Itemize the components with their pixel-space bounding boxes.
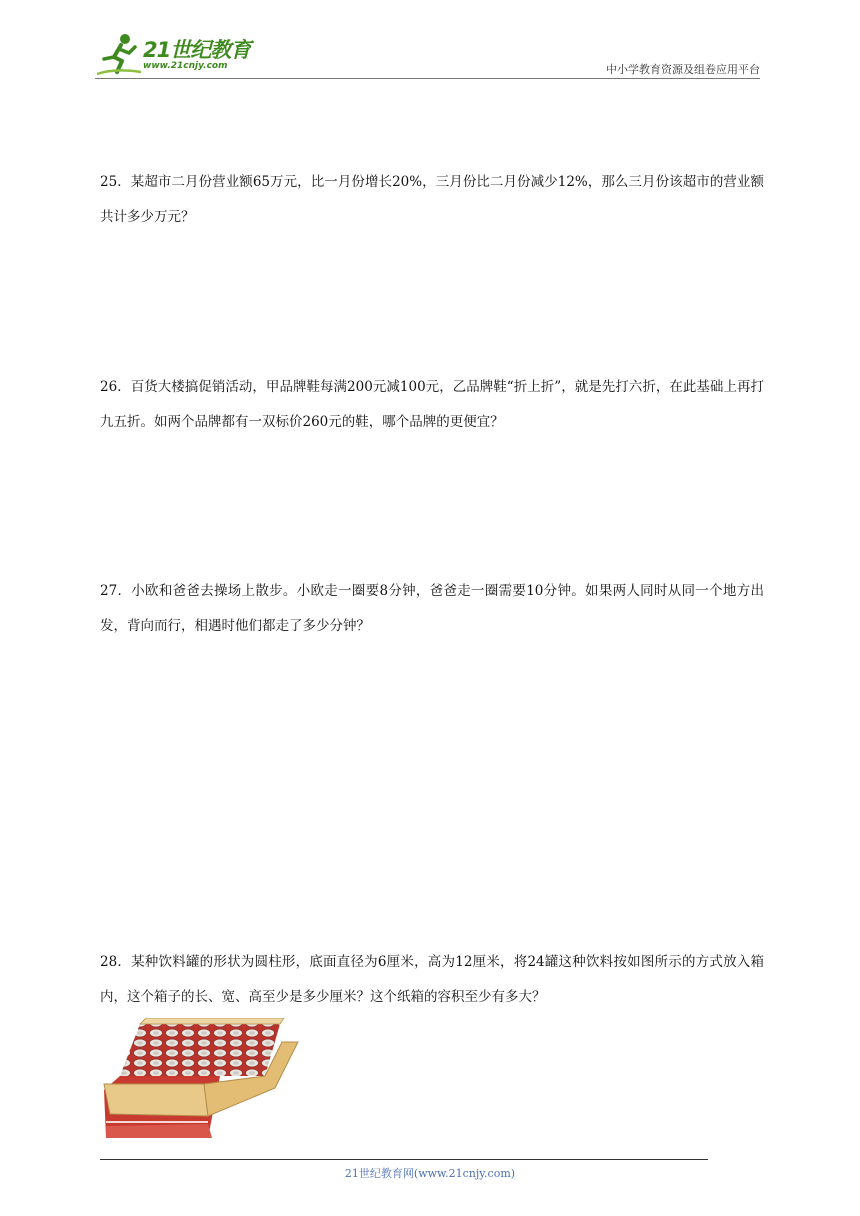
- question-26: 26．百货大楼搞促销活动，甲品牌鞋每满200元减100元，乙品牌鞋“折上折”，就是先打六折，在此基础上再打九五折。如两个品牌都有一双标价260元的鞋，哪个品牌的更便宜？: [100, 379, 764, 430]
- platform-title: 中小学教育资源及组卷应用平台: [606, 63, 760, 76]
- question-28: 28．某种饮料罐的形状为圆柱形，底面直径为6厘米，高为12厘米，将24罐这种饮料按如图所示的方式放入箱内，这个箱子的长、宽、高至少是多少厘米？这个纸箱的容积至少有多大？: [100, 954, 764, 1005]
- site-logo[interactable]: [95, 32, 265, 76]
- logo-text: 21世纪教育: [143, 38, 251, 62]
- footer-divider: [100, 1159, 708, 1160]
- page-header: [95, 30, 760, 78]
- question-25: 25．某超市二月份营业额65万元，比一月份增长20%，三月份比二月份减少12%，那么三月份该超市的营业额共计多少万元？: [100, 174, 764, 225]
- header-divider: [95, 78, 760, 79]
- footer-text[interactable]: 21世纪教育网(www.21cnjy.com): [344, 1167, 516, 1180]
- logo-url: www.21cnjy.com: [143, 61, 228, 71]
- runner-icon: [95, 32, 143, 76]
- question-27: 27．小欧和爸爸去操场上散步。小欧走一圈要8分钟，爸爸走一圈需要10分钟。如果两人同时从同一个地方出发，背向而行，相遇时他们都走了多少分钟？: [100, 583, 764, 634]
- can-box-illustration: [100, 1018, 300, 1140]
